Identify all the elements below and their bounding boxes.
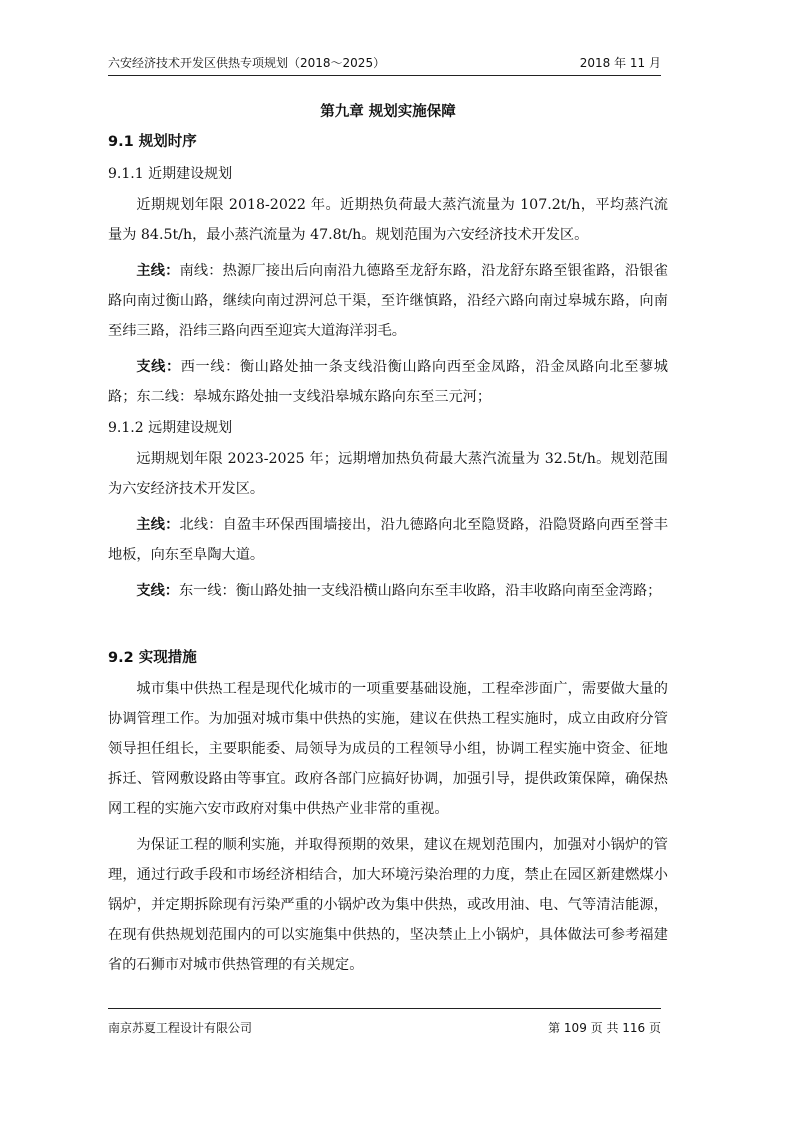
near-term-main-line: [108, 256, 668, 346]
section-9-2-title: 9.2 实现措施: [108, 650, 197, 666]
page-content: [108, 100, 668, 980]
footer-company: 南京苏夏工程设计有限公司: [108, 1021, 253, 1035]
branch-line-label: 支线：: [136, 583, 179, 599]
section-9-2-paragraph-2: 为保证工程的顺利实施，并取得预期的效果，建议在规划范围内，加强对小锅炉的管理，通过行政手段和市场经济相结合，加大环境污染治理的力度，禁止在园区新建燃煤小锅炉，并定期拆除现有污染严重的小锅炉改为集中供热，或改用油、电、气等清洁能源，在现有供热规划范围内的可以实施集中供热的，坚决禁止上小锅炉，具体做法可参考福建省的石狮市对城市供热管理的有关规定。: [108, 837, 668, 973]
main-line-text: 南线：热源厂接出后向南沿九德路至龙舒东路，沿龙舒东路至银雀路，沿银雀路向南过衡山路，继续向南过淠河总干渠，至许继慎路，沿经六路向南过皋城东路，向南至纬三路，沿纬三路向西至迎宾大道海洋羽毛。: [108, 263, 668, 339]
page-footer: [108, 1008, 661, 1036]
section-9-1-2-paragraph: 远期规划年限 2023-2025 年；远期增加热负荷最大蒸汽流量为 32.5t/h。规划范围为六安经济技术开发区。: [108, 451, 668, 497]
page-header: [108, 52, 661, 76]
branch-line-text: 东一线：衡山路处抽一支线沿横山路向东至丰收路，沿丰收路向南至金湾路；: [178, 583, 662, 599]
near-term-branch-line: [108, 352, 668, 412]
header-date: 2018 年 11 月: [579, 56, 661, 70]
footer-page-number: 第 109 页 共 116 页: [548, 1021, 661, 1035]
long-term-main-line: [108, 510, 668, 570]
section-9-1-1-title: 9.1.1 近期建设规划: [108, 166, 233, 182]
section-9-1-1-paragraph: 近期规划年限 2018-2022 年。近期热负荷最大蒸汽流量为 107.2t/h，平均蒸汽流量为 84.5t/h，最小蒸汽流量为 47.8t/h。规划范围为六安经济技术开发区。: [108, 197, 668, 243]
header-document-title: 六安经济技术开发区供热专项规划（2018～2025）: [108, 56, 386, 70]
long-term-branch-line: [108, 576, 668, 606]
chapter-title: 第九章 规划实施保障: [320, 104, 456, 120]
main-line-text: 北线：自盈丰环保西围墙接出，沿九德路向北至隐贤路，沿隐贤路向西至誉丰地板，向东至阜陶大道。: [108, 517, 668, 563]
main-line-label: 主线：: [136, 517, 180, 533]
section-9-1-2-title: 9.1.2 远期建设规划: [108, 420, 233, 436]
main-line-label: 主线：: [136, 263, 180, 279]
branch-line-label: 支线：: [136, 359, 181, 375]
section-9-2-paragraph-1: 城市集中供热工程是现代化城市的一项重要基础设施，工程牵涉面广，需要做大量的协调管理工作。为加强对城市集中供热的实施，建议在供热工程实施时，成立由政府分管领导担任组长，主要职能委、局领导为成员的工程领导小组，协调工程实施中资金、征地拆迁、管网敷设路由等事宜。政府各部门应搞好协调，加强引导，提供政策保障，确保热网工程的实施六安市政府对集中供热产业非常的重视。: [108, 681, 668, 817]
branch-line-text: 西一线：衡山路处抽一条支线沿衡山路向西至金凤路，沿金凤路向北至蓼城路；东二线：皋城东路处抽一支线沿皋城东路向东至三元河；: [108, 359, 668, 405]
section-9-1-title: 9.1 规划时序: [108, 134, 197, 150]
